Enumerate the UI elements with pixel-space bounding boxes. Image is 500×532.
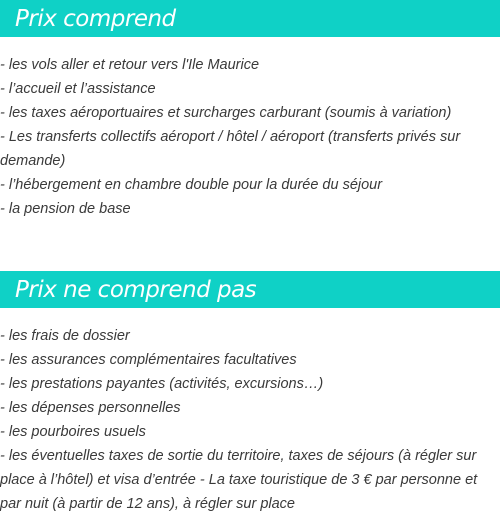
list-item: - les prestations payantes (activités, excursions…) xyxy=(0,376,324,392)
price-excludes-list xyxy=(0,324,500,516)
list-item: - les vols aller et retour vers l'Ile Maurice xyxy=(0,57,260,73)
price-includes-header xyxy=(0,0,500,37)
list-item: - les pourboires usuels xyxy=(0,424,146,440)
list-item: - les éventuelles taxes de sortie du territoire, taxes de séjours (à régler sur place à l’hôtel) et visa d’entrée - La taxe touristique de 3 € par personne et par nuit (à partir de 12 ans), à régler sur place xyxy=(0,448,478,512)
list-item: - Les transferts collectifs aéroport / hôtel / aéroport (transferts privés sur demande) xyxy=(0,129,461,169)
list-item: - les frais de dossier xyxy=(0,328,130,344)
list-item: - la pension de base xyxy=(0,201,131,217)
list-item: - les assurances complémentaires facultatives xyxy=(0,352,297,368)
price-includes-title: Prix comprend xyxy=(15,5,176,32)
list-item: - l’accueil et l’assistance xyxy=(0,81,156,97)
price-includes-list xyxy=(0,53,500,221)
list-item: - l’hébergement en chambre double pour la durée du séjour xyxy=(0,177,383,193)
list-item: - les taxes aéroportuaires et surcharges carburant (soumis à variation) xyxy=(0,105,452,121)
list-item: - les dépenses personnelles xyxy=(0,400,181,416)
price-excludes-header xyxy=(0,271,500,308)
price-excludes-title: Prix ne comprend pas xyxy=(15,276,257,303)
